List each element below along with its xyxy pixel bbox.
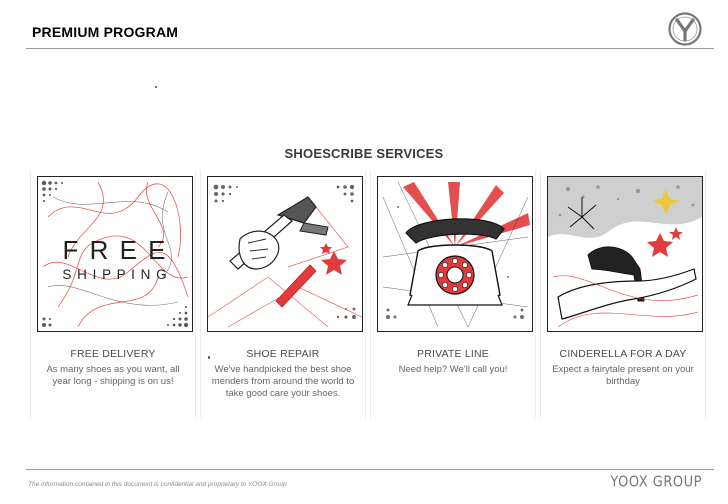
confidentiality-note: The information contained in this document is confidential and proprietary to YOOX Group [28, 481, 287, 488]
page-title: PREMIUM PROGRAM [32, 24, 179, 40]
footer-divider [26, 469, 714, 470]
service-card-private-line [370, 170, 536, 418]
glass-slipper-illustration [547, 176, 703, 332]
service-description: We've handpicked the best shoe menders from around the world to take good care your shoes. [211, 364, 355, 399]
service-title: FREE DELIVERY [70, 348, 156, 360]
services-heading: SHOESCRIBE SERVICES [284, 146, 444, 161]
service-title: PRIVATE LINE [416, 348, 490, 360]
header-divider [26, 48, 714, 49]
telephone-illustration [377, 176, 533, 332]
free-text: F R E E [62, 235, 168, 265]
free-shipping-illustration [37, 176, 193, 332]
hammer-illustration [207, 176, 363, 332]
footer-brand-logo: YOOX GROUP [610, 474, 702, 492]
stray-mark [155, 86, 157, 88]
shipping-text: S H I P P I N G [62, 267, 168, 282]
service-description: As many shoes as you want, all year long - shipping is on us! [46, 364, 180, 387]
services-cards [30, 170, 706, 418]
service-title: SHOE REPAIR [246, 348, 320, 360]
service-card-cinderella [540, 170, 706, 418]
service-description: Need help? We'll call you! [398, 364, 508, 375]
service-description: Expect a fairytale present on your birthday [552, 364, 694, 387]
service-card-free-delivery [30, 170, 196, 418]
service-card-shoe-repair [200, 170, 366, 418]
yoox-y-logo-icon [668, 12, 702, 46]
service-title: CINDERELLA FOR A DAY [559, 348, 687, 360]
stray-mark [208, 356, 210, 359]
